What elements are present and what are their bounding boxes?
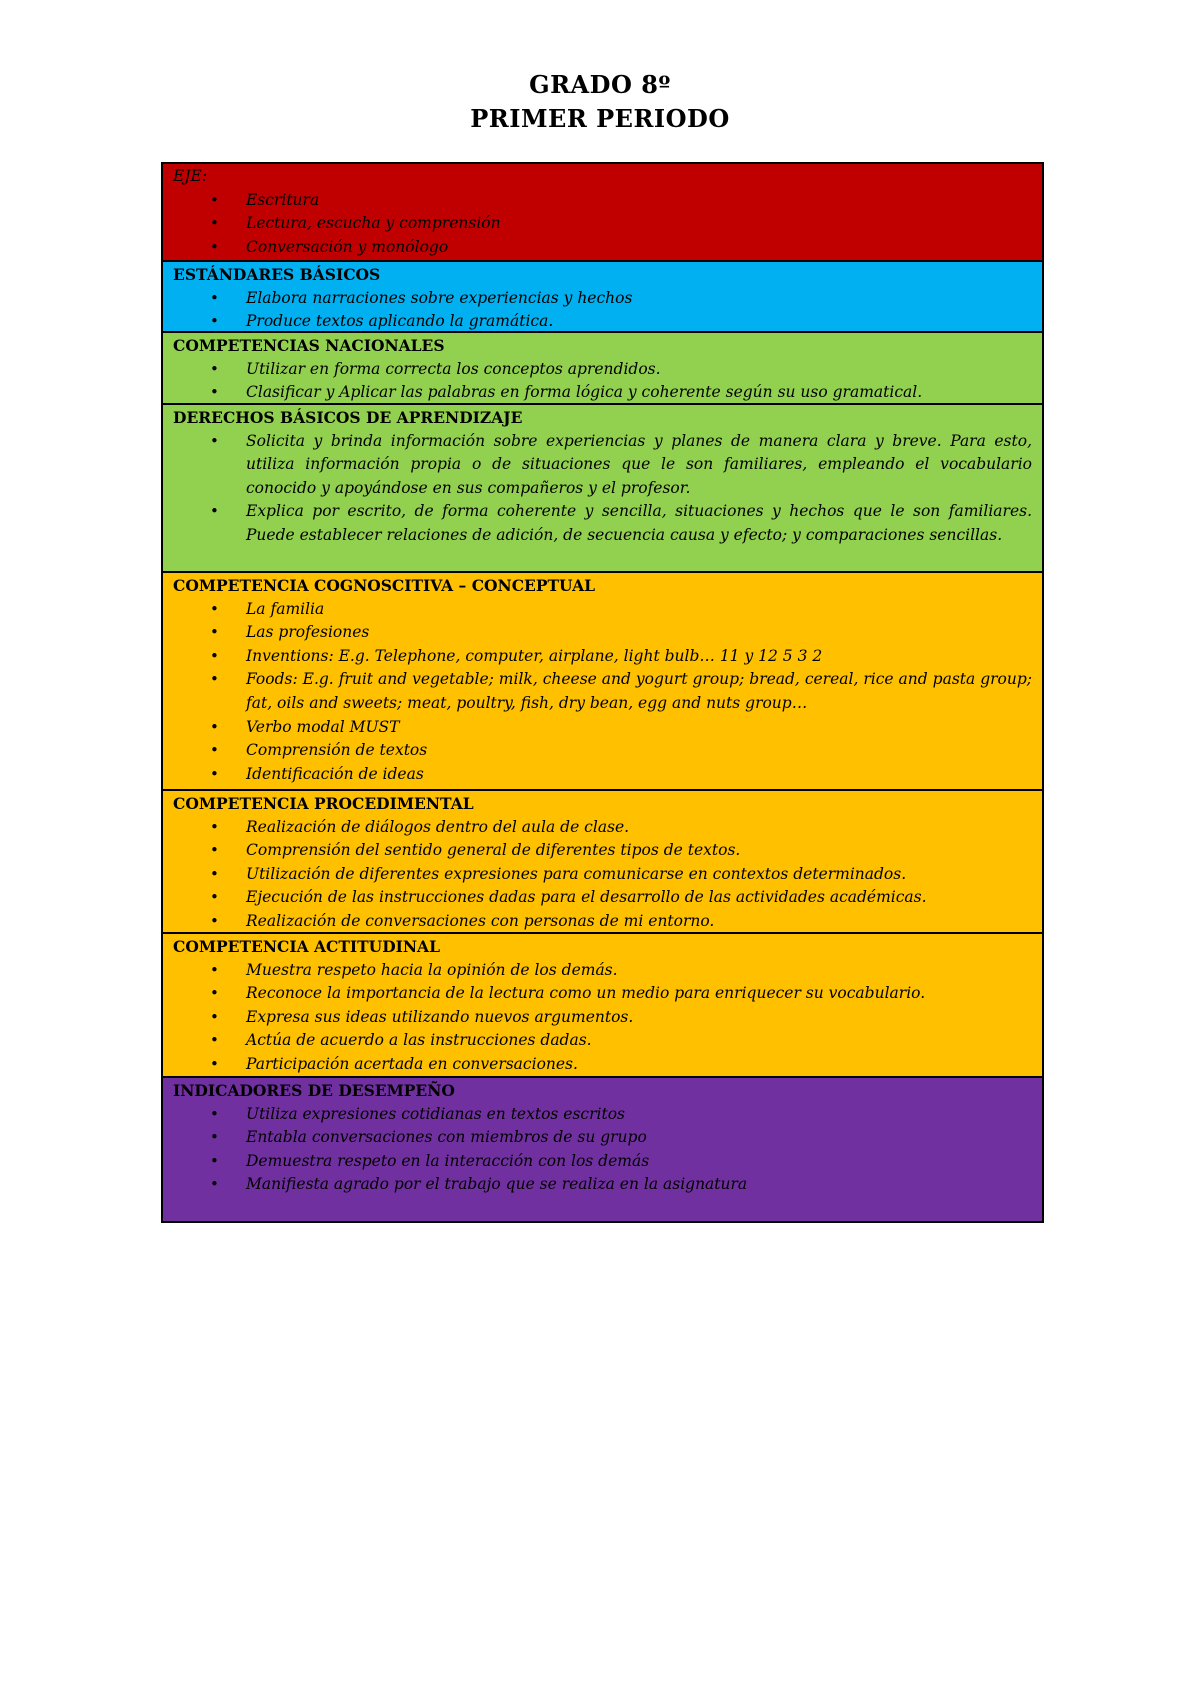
bullet-icon: • <box>210 359 219 378</box>
list-item: • Expresa sus ideas utilizando nuevos argumentos. <box>173 1006 1032 1030</box>
list-item: • Reconoce la importancia de la lectura como un medio para enriquecer su vocabulario. <box>173 982 1032 1006</box>
list-item: • Produce textos aplicando la gramática. <box>173 310 1032 334</box>
bullet-icon: • <box>210 383 219 402</box>
section-eje <box>163 164 1042 262</box>
bullet-icon: • <box>210 646 219 665</box>
bullet-icon: • <box>210 190 219 209</box>
item-list <box>173 598 1032 787</box>
bullet-icon: • <box>210 599 219 618</box>
list-item: • Muestra respeto hacia la opinión de los demás. <box>173 959 1032 983</box>
bullet-icon: • <box>210 764 219 783</box>
list-item: • Solicita y brinda información sobre experiencias y planes de manera clara y breve. Para esto, utiliza información propia o de situaciones que le son familiares, empleando el vocabulario conocido y apoyándose en sus compañeros y el profesor. <box>210 431 1032 497</box>
item-list <box>173 430 1032 548</box>
section-title: DERECHOS BÁSICOS DE APRENDIZAJE <box>173 408 523 427</box>
bullet-icon: • <box>210 214 219 233</box>
bullet-icon: • <box>210 741 219 760</box>
section-title: COMPETENCIA ACTITUDINAL <box>173 937 440 956</box>
list-item: • Elabora narraciones sobre experiencias y hechos <box>173 287 1032 311</box>
section-competencia-actitudinal <box>163 934 1042 1078</box>
item-list <box>173 959 1032 1077</box>
list-item: • Realización de diálogos dentro del aula de clase. <box>173 816 1032 840</box>
document-title <box>0 68 1200 136</box>
item-list <box>173 816 1032 934</box>
list-item: • Utilización de diferentes expresiones para comunicarse en contextos determinados. <box>173 863 1032 887</box>
list-item: • Identificación de ideas <box>173 763 1032 787</box>
bullet-icon: • <box>210 1054 219 1073</box>
section-estandares <box>163 262 1042 333</box>
bullet-icon: • <box>210 1128 219 1147</box>
section-title: COMPETENCIAS NACIONALES <box>173 336 445 355</box>
bullet-icon: • <box>210 1031 219 1050</box>
section-title: INDICADORES DE DESEMPEÑO <box>173 1081 455 1100</box>
section-title: COMPETENCIA PROCEDIMENTAL <box>173 794 474 813</box>
grade-heading: GRADO 8º <box>529 70 671 99</box>
bullet-icon: • <box>210 623 219 642</box>
list-item: • Comprensión de textos <box>173 739 1032 763</box>
list-item: • Verbo modal MUST <box>173 716 1032 740</box>
list-item: • Utilizar en forma correcta los conceptos aprendidos. <box>173 358 1032 382</box>
section-title: COMPETENCIA COGNOSCITIVA – CONCEPTUAL <box>173 576 596 595</box>
bullet-icon: • <box>210 911 219 930</box>
list-item: • Conversación y monólogo <box>173 236 1032 260</box>
section-title: EJE: <box>173 167 208 185</box>
bullet-icon: • <box>210 888 219 907</box>
bullet-icon: • <box>210 1175 219 1194</box>
list-item: • Ejecución de las instrucciones dadas para el desarrollo de las actividades académicas. <box>173 886 1032 910</box>
bullet-icon: • <box>210 1151 219 1170</box>
bullet-icon: • <box>210 717 219 736</box>
list-item: • Participación acertada en conversaciones. <box>173 1053 1032 1077</box>
bullet-icon: • <box>210 1007 219 1026</box>
bullet-icon: • <box>210 502 219 521</box>
list-item: • Clasificar y Aplicar las palabras en forma lógica y coherente según su uso gramatical. <box>173 381 1032 405</box>
section-title: ESTÁNDARES BÁSICOS <box>173 265 381 284</box>
list-item: • Realización de conversaciones con personas de mi entorno. <box>173 910 1032 934</box>
list-item: • Explica por escrito, de forma coherente y sencilla, situaciones y hechos que le son familiares. Puede establecer relaciones de adición, de secuencia causa y efecto; y comparaciones sencillas. <box>210 502 1032 544</box>
bullet-icon: • <box>210 1104 219 1123</box>
section-competencias-nacionales <box>163 333 1042 405</box>
bullet-icon: • <box>210 864 219 883</box>
curriculum-table <box>161 162 1044 1223</box>
list-item: • Manifiesta agrado por el trabajo que se realiza en la asignatura <box>173 1173 1032 1197</box>
list-item: • Lectura, escucha y comprensión <box>173 212 1032 236</box>
section-competencia-procedimental <box>163 791 1042 934</box>
bullet-icon: • <box>210 312 219 331</box>
list-item: • La familia <box>173 598 1032 622</box>
list-item: • Comprensión del sentido general de diferentes tipos de textos. <box>173 839 1032 863</box>
item-list <box>173 1103 1032 1197</box>
period-heading: PRIMER PERIODO <box>470 104 730 133</box>
item-list <box>173 189 1032 260</box>
item-list <box>173 287 1032 334</box>
list-item: • Utiliza expresiones cotidianas en textos escritos <box>173 1103 1032 1127</box>
bullet-icon: • <box>210 431 219 450</box>
bullet-icon: • <box>210 960 219 979</box>
bullet-icon: • <box>210 817 219 836</box>
list-item: • Inventions: E.g. Telephone, computer, airplane, light bulb… 11 y 12 5 3 2 <box>173 645 1032 669</box>
list-item: • Escritura <box>173 189 1032 213</box>
list-item: • Foods: E.g. fruit and vegetable; milk, cheese and yogurt group; bread, cereal, rice and pasta group; fat, oils and sweets; meat, poultry, fish, dry bean, egg and nuts group… <box>210 670 1032 712</box>
section-competencia-cognoscitiva <box>163 573 1042 791</box>
bullet-icon: • <box>210 237 219 256</box>
list-item: • Entabla conversaciones con miembros de su grupo <box>173 1126 1032 1150</box>
bullet-icon: • <box>210 841 219 860</box>
bullet-icon: • <box>210 984 219 1003</box>
list-item: • Demuestra respeto en la interacción con los demás <box>173 1150 1032 1174</box>
section-indicadores-desempeno <box>163 1078 1042 1221</box>
list-item: • Actúa de acuerdo a las instrucciones dadas. <box>173 1029 1032 1053</box>
bullet-icon: • <box>210 288 219 307</box>
bullet-icon: • <box>210 670 219 689</box>
list-item: • Las profesiones <box>173 621 1032 645</box>
section-derechos-basicos <box>163 405 1042 573</box>
item-list <box>173 358 1032 405</box>
